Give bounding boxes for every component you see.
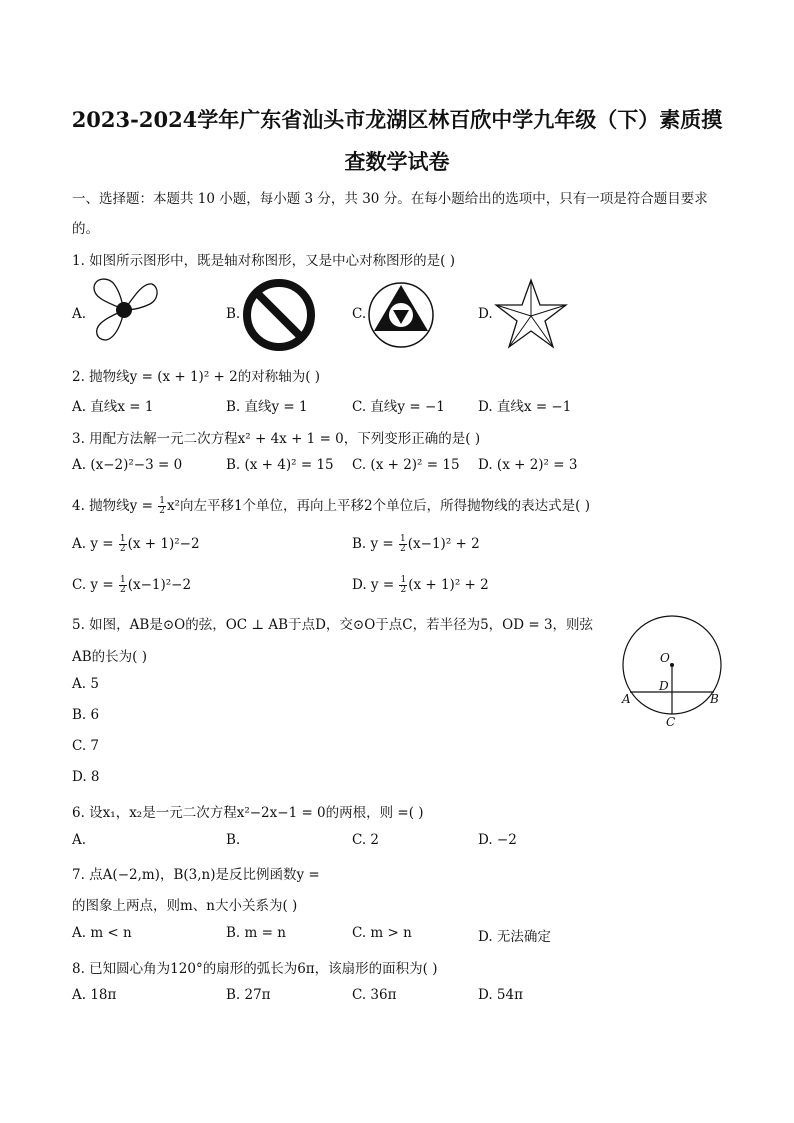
q4-stem-suffix: x²向左平移1个单位，再向上平移2个单位后，所得抛物线的表达式是( ) [166, 498, 590, 514]
q4-stem-fraction [158, 497, 166, 516]
fraction-numerator: 1 [159, 496, 165, 506]
q7-stem-line1: 7. 点A(−2,m)，B(3,n)是反比例函数y = [72, 867, 320, 883]
q7-option-d: D. 无法确定 [478, 929, 551, 945]
q7-option-a: A. m < n [72, 925, 132, 941]
q5-option-b: B. 6 [72, 707, 100, 723]
option-expression: (x + 1)² + 2 [408, 577, 489, 593]
option-fraction [399, 535, 407, 554]
q6-stem: 6. 设x₁，x₂是一元二次方程x²−2x−1 = 0的两根，则 =( ) [72, 805, 424, 821]
three-blade-fan-icon [88, 278, 160, 346]
q1-option-b-label: B. [226, 306, 241, 322]
fraction-denominator: 2 [400, 544, 406, 554]
section-instructions-line1: 一、选择题：本题共 10 小题，每小题 3 分，共 30 分。在每小题给出的选项中，只有一项是符合题目要求 [72, 191, 708, 207]
section-instructions-line2: 的。 [72, 221, 99, 237]
q7-option-b: B. m = n [226, 925, 286, 941]
fraction-numerator: 1 [400, 534, 406, 544]
q5-option-d: D. 8 [72, 769, 100, 785]
five-point-star-icon [494, 278, 568, 350]
option-fraction [119, 535, 127, 554]
fraction-numerator: 1 [119, 575, 126, 585]
q5-stem-line1: 5. 如图，AB是⊙O的弦，OC ⊥ AB于点D，交⊙O于点C，若半径为5，OD = 3，则弦 [72, 617, 594, 633]
q6-option-a: A. [72, 832, 87, 848]
q8-option-d: D. 54π [478, 987, 523, 1003]
prohibition-sign-icon [242, 278, 316, 352]
point-c-label: C [666, 715, 676, 729]
option-prefix: D. y = [352, 577, 399, 593]
q1-stem: 1. 如图所示图形中，既是轴对称图形，又是中心对称图形的是( ) [72, 253, 455, 269]
q4-option-c [72, 576, 191, 595]
option-prefix: A. y = [72, 536, 118, 552]
option-fraction [119, 576, 127, 595]
q3-option-d: D. (x + 2)² = 3 [478, 457, 578, 473]
option-expression: (x−1)² + 2 [407, 536, 480, 552]
q4-stem [72, 494, 590, 516]
option-prefix: B. y = [352, 536, 399, 552]
q4-option-b [352, 535, 480, 554]
circle-chord-figure [616, 608, 736, 732]
q1-option-c-label: C. [352, 306, 367, 322]
q3-stem: 3. 用配方法解一元二次方程x² + 4x + 1 = 0，下列变形正确的是( ) [72, 431, 481, 447]
fraction-numerator: 1 [119, 534, 126, 544]
q4-option-a [72, 535, 200, 554]
q7-option-c: C. m > n [352, 925, 412, 941]
option-expression: (x−1)²−2 [127, 577, 192, 593]
option-expression: (x + 1)²−2 [127, 536, 200, 552]
q1-option-a-label: A. [72, 306, 87, 322]
q1-option-d-label: D. [478, 306, 493, 322]
fraction-denominator: 2 [119, 544, 126, 554]
q8-stem: 8. 已知圆心角为120°的扇形的弧长为6π，该扇形的面积为( ) [72, 961, 438, 977]
q2-option-b: B. 直线y = 1 [226, 399, 308, 415]
q5-stem-line2: AB的长为( ) [72, 649, 147, 665]
fraction-numerator: 1 [400, 575, 407, 585]
option-prefix: C. y = [72, 577, 118, 593]
q6-option-b: B. [226, 832, 241, 848]
q2-option-c: C. 直线y = −1 [352, 399, 445, 415]
fraction-denominator: 2 [119, 585, 126, 595]
q6-option-d: D. −2 [478, 832, 517, 848]
q5-option-c: C. 7 [72, 738, 100, 754]
fraction-denominator: 2 [400, 585, 407, 595]
q8-option-c: C. 36π [352, 987, 397, 1003]
q7-stem-line2: 的图象上两点，则m、n大小关系为( ) [72, 898, 298, 914]
exam-title-line2: 查数学试卷 [344, 149, 450, 174]
q2-option-a: A. 直线x = 1 [72, 399, 154, 415]
q6-option-c: C. 2 [352, 832, 380, 848]
q8-option-a: A. 18π [72, 987, 117, 1003]
q4-option-d [352, 576, 489, 595]
point-d-label: D [659, 679, 669, 693]
point-o-label: O [660, 651, 670, 665]
q2-option-d: D. 直线x = −1 [478, 399, 572, 415]
circle-triangle-icon [366, 280, 436, 350]
exam-title-line1: 2023-2024学年广东省汕头市龙湖区林百欣中学九年级（下）素质摸 [71, 107, 723, 132]
q3-option-a: A. (x−2)²−3 = 0 [72, 457, 183, 473]
q3-option-b: B. (x + 4)² = 15 [226, 457, 334, 473]
point-a-label: A [622, 692, 631, 706]
q5-option-a: A. 5 [72, 676, 99, 692]
q8-option-b: B. 27π [226, 987, 271, 1003]
fraction-denominator: 2 [159, 506, 165, 516]
point-b-label: B [710, 692, 719, 706]
q4-stem-prefix: 4. 抛物线y = [72, 498, 158, 514]
q3-option-c: C. (x + 2)² = 15 [352, 457, 460, 473]
q2-stem: 2. 抛物线y = (x + 1)² + 2的对称轴为( ) [72, 369, 321, 385]
option-fraction [399, 576, 407, 595]
